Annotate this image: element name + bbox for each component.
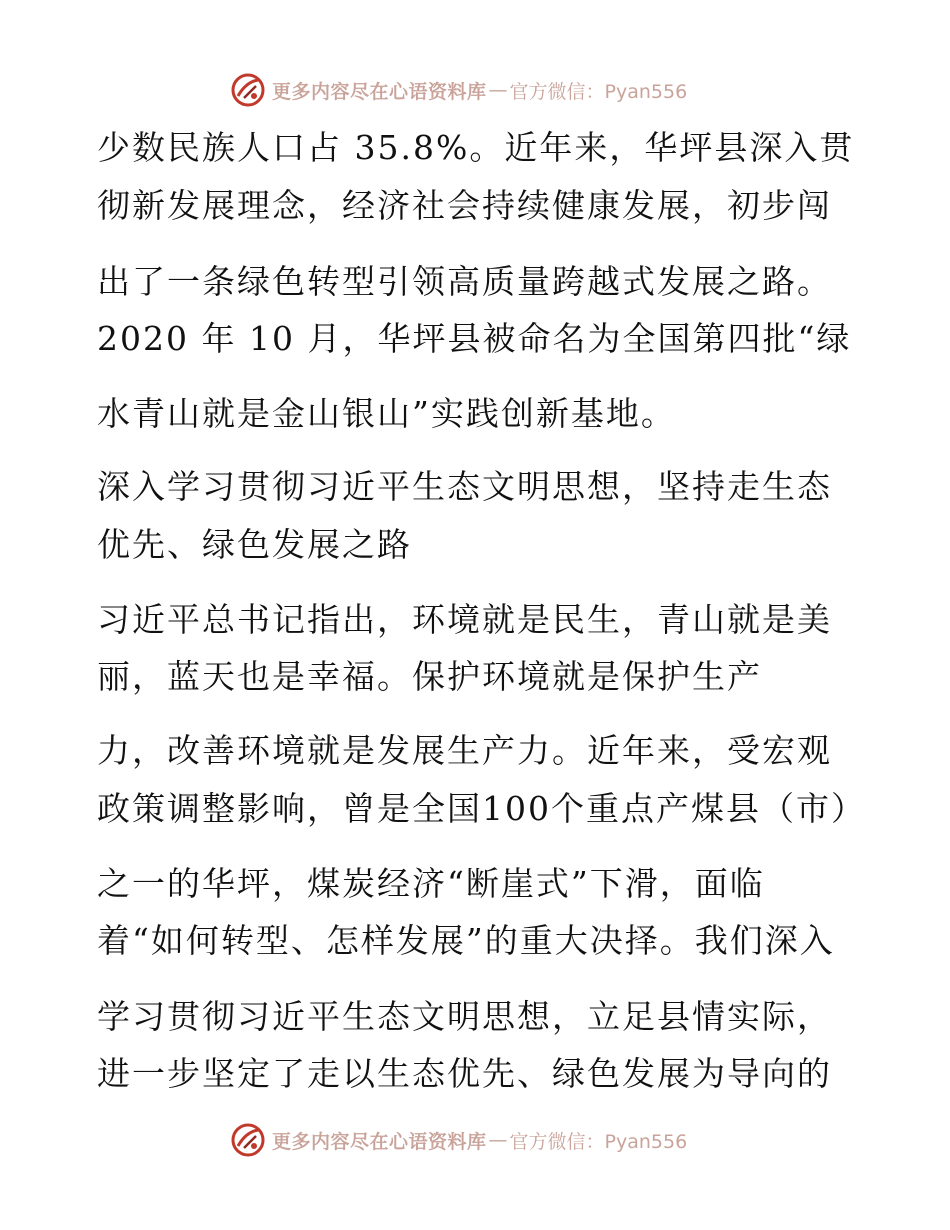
header-banner — [230, 70, 687, 110]
text-line: 彻新发展理念，经济社会持续健康发展，初步闯 — [97, 186, 832, 225]
footer-separator: — — [488, 1129, 508, 1151]
logo-icon — [230, 1122, 266, 1158]
text-line: 力，改善环境就是发展生产力。近年来，受宏观 — [97, 731, 832, 770]
text-line: 进一步坚定了走以生态优先、绿色发展为导向的 — [97, 1054, 832, 1093]
text-line: 出了一条绿色转型引领高质量跨越式发展之路。 — [97, 262, 832, 301]
text-line: 之一的华坪，煤炭经济“断崖式”下滑，面临 — [97, 864, 765, 903]
logo-icon — [230, 72, 266, 108]
footer-banner — [230, 1120, 687, 1160]
header-wechat-text: 官方微信：Pyan556 — [509, 80, 688, 103]
text-line: 习近平总书记指出，环境就是民生，青山就是美 — [97, 600, 832, 639]
text-line: 深入学习贯彻习近平生态文明思想，坚持走生态 — [97, 467, 832, 506]
text-line: 着“如何转型、怎样发展”的重大决择。我们深入 — [97, 921, 835, 960]
footer-site-text: 更多内容尽在心语资料库 — [272, 1130, 487, 1153]
text-line: 优先、绿色发展之路 — [97, 525, 412, 564]
text-line: 丽，蓝天也是幸福。保护环境就是保护生产 — [97, 657, 762, 696]
text-line: 少数民族人口占 35.8%。近年来，华坪县深入贯 — [97, 128, 855, 167]
header-separator: — — [488, 79, 508, 101]
text-line: 水青山就是金山银山”实践创新基地。 — [97, 394, 676, 433]
text-line: 2020 年 10 月，华坪县被命名为全国第四批“绿 — [97, 319, 852, 358]
text-line: 学习贯彻习近平生态文明思想，立足县情实际， — [97, 997, 832, 1036]
footer-wechat-text: 官方微信：Pyan556 — [509, 1130, 688, 1153]
header-site-text: 更多内容尽在心语资料库 — [272, 80, 487, 103]
text-line: 政策调整影响，曾是全国100个重点产煤县（市） — [97, 789, 866, 828]
